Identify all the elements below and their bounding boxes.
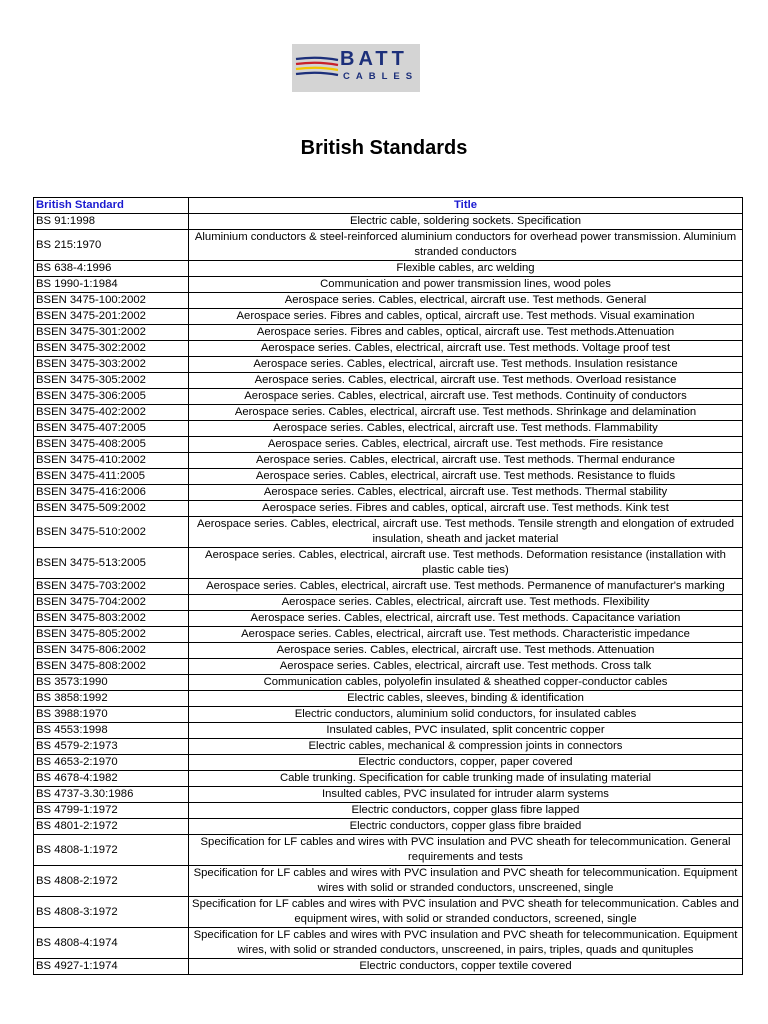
table-row (34, 325, 743, 341)
standard-title-cell: Electric conductors, copper glass fibre lapped (189, 803, 743, 819)
standard-title-cell: Aerospace series. Cables, electrical, aircraft use. Test methods. Characteristic impedance (189, 627, 743, 643)
table-row (34, 341, 743, 357)
table-row (34, 548, 743, 579)
standard-code-cell: BS 4808-3:1972 (34, 897, 189, 928)
table-row (34, 389, 743, 405)
standard-code-cell: BS 638-4:1996 (34, 261, 189, 277)
table-row (34, 755, 743, 771)
table-row (34, 485, 743, 501)
standard-code-cell: BS 3573:1990 (34, 675, 189, 691)
table-row (34, 897, 743, 928)
standard-title-cell: Electric conductors, aluminium solid conductors, for insulated cables (189, 707, 743, 723)
table-row (34, 373, 743, 389)
standard-code-cell: BSEN 3475-513:2005 (34, 548, 189, 579)
standard-title-cell: Aerospace series. Fibres and cables, optical, aircraft use. Test methods.Attenuation (189, 325, 743, 341)
table-row (34, 309, 743, 325)
table-row (34, 405, 743, 421)
standard-title-cell: Aerospace series. Cables, electrical, aircraft use. Test methods. Deformation resistance (installation with plastic cable ties) (189, 548, 743, 579)
standard-code-cell: BSEN 3475-302:2002 (34, 341, 189, 357)
standard-title-cell: Aerospace series. Cables, electrical, aircraft use. Test methods. Thermal endurance (189, 453, 743, 469)
standard-title-cell: Aerospace series. Cables, electrical, aircraft use. Test methods. Continuity of conductors (189, 389, 743, 405)
table-row (34, 707, 743, 723)
table-row (34, 819, 743, 835)
standard-code-cell: BS 4653-2:1970 (34, 755, 189, 771)
table-row (34, 579, 743, 595)
table-row (34, 230, 743, 261)
logo-subtitle: CABLES (343, 71, 419, 82)
standard-code-cell: BS 4678-4:1982 (34, 771, 189, 787)
table-row (34, 659, 743, 675)
standard-code-cell: BSEN 3475-416:2006 (34, 485, 189, 501)
table-row (34, 517, 743, 548)
table-row (34, 959, 743, 975)
standard-title-cell: Aerospace series. Cables, electrical, aircraft use. Test methods. Cross talk (189, 659, 743, 675)
page-title: British Standards (300, 137, 468, 159)
table-row (34, 787, 743, 803)
standard-title-cell: Aerospace series. Cables, electrical, aircraft use. Test methods. Shrinkage and delamination (189, 405, 743, 421)
standard-title-cell: Insulted cables, PVC insulated for intruder alarm systems (189, 787, 743, 803)
standard-code-cell: BS 4553:1998 (34, 723, 189, 739)
standard-code-cell: BS 4799-1:1972 (34, 803, 189, 819)
standard-code-cell: BSEN 3475-303:2002 (34, 357, 189, 373)
standard-code-cell: BSEN 3475-509:2002 (34, 501, 189, 517)
standard-code-cell: BSEN 3475-408:2005 (34, 437, 189, 453)
table-row (34, 595, 743, 611)
logo-wordmark: BATT (340, 48, 408, 70)
standard-title-cell: Aerospace series. Cables, electrical, aircraft use. Test methods. Attenuation (189, 643, 743, 659)
standard-title-cell: Electric conductors, copper, paper covered (189, 755, 743, 771)
standard-title-cell: Electric cables, sleeves, binding & identification (189, 691, 743, 707)
standard-title-cell: Specification for LF cables and wires with PVC insulation and PVC sheath for telecommunication. General requirements and tests (189, 835, 743, 866)
table-row (34, 277, 743, 293)
standard-title-cell: Aerospace series. Fibres and cables, optical, aircraft use. Test methods. Visual examination (189, 309, 743, 325)
table-row (34, 803, 743, 819)
standard-code-cell: BSEN 3475-510:2002 (34, 517, 189, 548)
table-row (34, 691, 743, 707)
standard-title-cell: Aerospace series. Cables, electrical, aircraft use. Test methods. Overload resistance (189, 373, 743, 389)
standard-code-cell: BSEN 3475-411:2005 (34, 469, 189, 485)
standards-table (33, 197, 743, 975)
standard-title-cell: Aerospace series. Cables, electrical, aircraft use. Test methods. Resistance to fluids (189, 469, 743, 485)
standard-title-cell: Communication and power transmission lines, wood poles (189, 277, 743, 293)
standard-title-cell: Aerospace series. Cables, electrical, aircraft use. Test methods. Flammability (189, 421, 743, 437)
standard-code-cell: BS 215:1970 (34, 230, 189, 261)
standard-code-cell: BS 4801-2:1972 (34, 819, 189, 835)
table-row (34, 835, 743, 866)
standard-title-cell: Aerospace series. Cables, electrical, aircraft use. Test methods. General (189, 293, 743, 309)
standard-title-cell: Communication cables, polyolefin insulated & sheathed copper-conductor cables (189, 675, 743, 691)
standard-title-cell: Aerospace series. Cables, electrical, aircraft use. Test methods. Fire resistance (189, 437, 743, 453)
table-body (34, 214, 743, 975)
batt-cables-logo (292, 44, 420, 92)
table-row (34, 469, 743, 485)
table-row (34, 675, 743, 691)
table-row (34, 421, 743, 437)
standard-code-cell: BSEN 3475-806:2002 (34, 643, 189, 659)
standard-title-cell: Aerospace series. Cables, electrical, aircraft use. Test methods. Tensile strength and elongation of extruded insulation, sheath and jacket material (189, 517, 743, 548)
standard-code-cell: BS 4927-1:1974 (34, 959, 189, 975)
standard-title-cell: Aerospace series. Cables, electrical, aircraft use. Test methods. Capacitance variation (189, 611, 743, 627)
standard-title-cell: Electric conductors, copper glass fibre braided (189, 819, 743, 835)
standard-title-cell: Aluminium conductors & steel-reinforced aluminium conductors for overhead power transmission. Aluminium stranded conductors (189, 230, 743, 261)
table-row (34, 643, 743, 659)
standard-code-cell: BS 1990-1:1984 (34, 277, 189, 293)
standard-code-cell: BSEN 3475-100:2002 (34, 293, 189, 309)
standard-code-cell: BSEN 3475-803:2002 (34, 611, 189, 627)
standard-title-cell: Insulated cables, PVC insulated, split concentric copper (189, 723, 743, 739)
standard-code-cell: BSEN 3475-703:2002 (34, 579, 189, 595)
standard-code-cell: BSEN 3475-407:2005 (34, 421, 189, 437)
standard-title-cell: Aerospace series. Cables, electrical, aircraft use. Test methods. Flexibility (189, 595, 743, 611)
standard-title-cell: Electric conductors, copper textile covered (189, 959, 743, 975)
table-row (34, 437, 743, 453)
standard-title-cell: Cable trunking. Specification for cable trunking made of insulating material (189, 771, 743, 787)
standard-title-cell: Specification for LF cables and wires with PVC insulation and PVC sheath for telecommunication. Cables and equipment wires, with solid or stranded conductors, screened, single (189, 897, 743, 928)
standard-title-cell: Aerospace series. Cables, electrical, aircraft use. Test methods. Thermal stability (189, 485, 743, 501)
standard-title-cell: Electric cables, mechanical & compression joints in connectors (189, 739, 743, 755)
standard-code-cell: BSEN 3475-201:2002 (34, 309, 189, 325)
table-row (34, 501, 743, 517)
standard-title-cell: Aerospace series. Fibres and cables, optical, aircraft use. Test methods. Kink test (189, 501, 743, 517)
table-row (34, 261, 743, 277)
standard-title-cell: Aerospace series. Cables, electrical, aircraft use. Test methods. Permanence of manufacturer's marking (189, 579, 743, 595)
standard-title-cell: Specification for LF cables and wires with PVC insulation and PVC sheath for telecommunication. Equipment wires with solid or stranded conductors, unscreened, single (189, 866, 743, 897)
table-row (34, 627, 743, 643)
standard-code-cell: BSEN 3475-306:2005 (34, 389, 189, 405)
standard-title-cell: Flexible cables, arc welding (189, 261, 743, 277)
column-header-title: Title (189, 198, 743, 214)
table-row (34, 739, 743, 755)
table-row (34, 928, 743, 959)
standard-title-cell: Electric cable, soldering sockets. Specification (189, 214, 743, 230)
standard-code-cell: BS 3858:1992 (34, 691, 189, 707)
standard-code-cell: BS 4808-4:1974 (34, 928, 189, 959)
table-row (34, 771, 743, 787)
table-row (34, 866, 743, 897)
table-row (34, 723, 743, 739)
standard-code-cell: BSEN 3475-410:2002 (34, 453, 189, 469)
standard-code-cell: BSEN 3475-305:2002 (34, 373, 189, 389)
standard-code-cell: BSEN 3475-402:2002 (34, 405, 189, 421)
standard-code-cell: BS 3988:1970 (34, 707, 189, 723)
standard-code-cell: BS 4579-2:1973 (34, 739, 189, 755)
table-row (34, 453, 743, 469)
table-row (34, 611, 743, 627)
standard-code-cell: BSEN 3475-808:2002 (34, 659, 189, 675)
standard-title-cell: Specification for LF cables and wires with PVC insulation and PVC sheath for telecommunication. Equipment wires, with solid or stranded conductors, unscreened, in pairs, triples, quads and qunituples (189, 928, 743, 959)
table-header-row (34, 198, 743, 214)
standard-title-cell: Aerospace series. Cables, electrical, aircraft use. Test methods. Insulation resistance (189, 357, 743, 373)
column-header-standard: British Standard (34, 198, 189, 214)
table-row (34, 357, 743, 373)
table-row (34, 214, 743, 230)
standard-code-cell: BS 4737-3.30:1986 (34, 787, 189, 803)
standard-code-cell: BS 4808-2:1972 (34, 866, 189, 897)
standard-title-cell: Aerospace series. Cables, electrical, aircraft use. Test methods. Voltage proof test (189, 341, 743, 357)
standard-code-cell: BS 91:1998 (34, 214, 189, 230)
table-row (34, 293, 743, 309)
standard-code-cell: BSEN 3475-704:2002 (34, 595, 189, 611)
standard-code-cell: BSEN 3475-805:2002 (34, 627, 189, 643)
standard-code-cell: BS 4808-1:1972 (34, 835, 189, 866)
standard-code-cell: BSEN 3475-301:2002 (34, 325, 189, 341)
